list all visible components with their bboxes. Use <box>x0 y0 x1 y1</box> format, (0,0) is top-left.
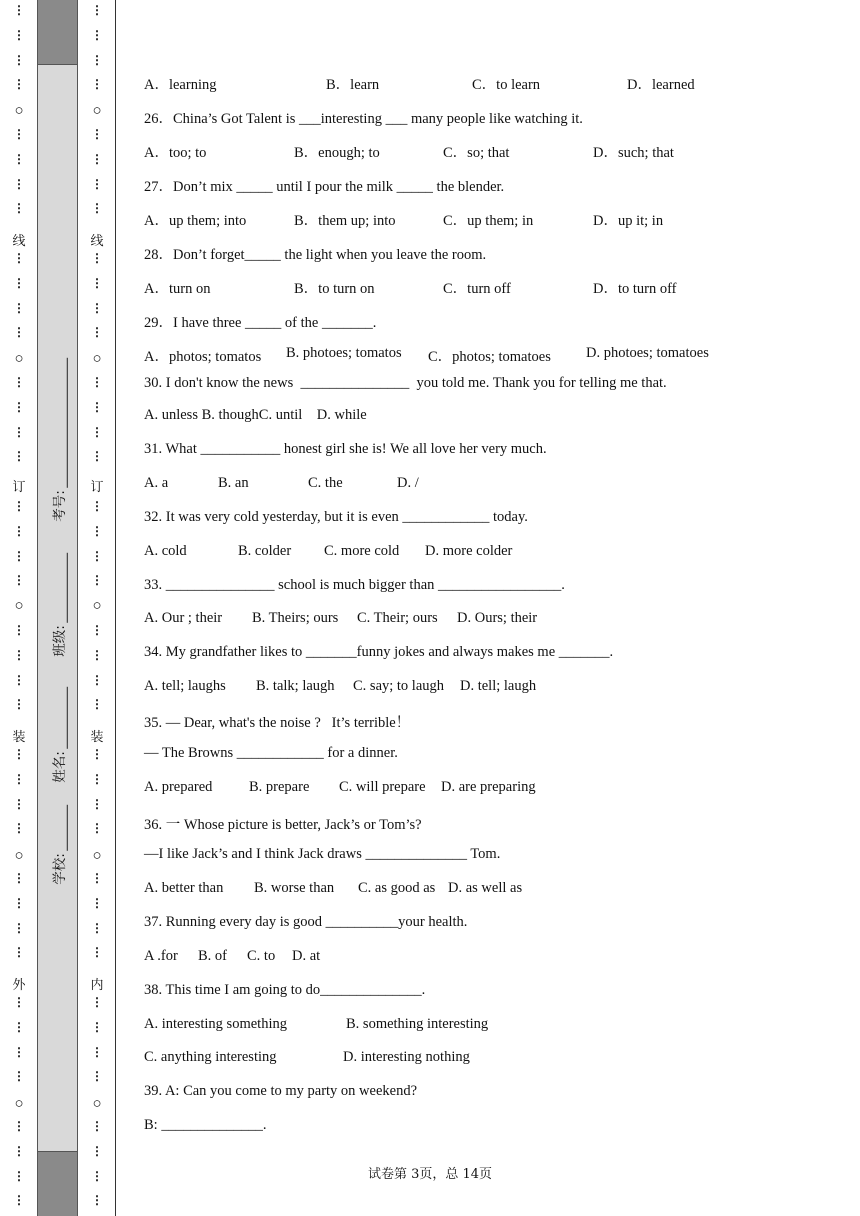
q34-options-option-c[interactable]: C. say; to laugh <box>353 678 445 694</box>
q28-stem: 28．Don’t forget_____ the light when you leave the room. <box>144 247 487 263</box>
inner-dot-mark: ⋮ <box>91 375 103 389</box>
q27-options-option-a[interactable]: A．up them; into <box>144 213 247 229</box>
q32-options-option-a[interactable]: A. cold <box>144 543 187 559</box>
q32-stem: 32. It was very cold yesterday, but it is even ____________ today. <box>144 509 528 525</box>
q25-options-option-c[interactable]: C．to learn <box>472 77 541 93</box>
outer-dot-mark: ⋮ <box>13 27 25 42</box>
inner-dot-mark: ⋮ <box>91 647 103 662</box>
outer-dot-mark: ⋮ <box>13 449 25 464</box>
inner-dot-mark: ⋮ <box>91 251 103 265</box>
inner-dot-mark: ⋮ <box>91 1168 103 1183</box>
outer-dot-mark: ⋮ <box>13 548 25 563</box>
q33-options-option-c[interactable]: C. Their; ours <box>357 610 438 626</box>
q38-stem: 38. This time I am going to do______________. <box>144 982 426 998</box>
name-field[interactable] <box>37 680 78 790</box>
q37-options-option-b[interactable]: B. of <box>198 948 227 964</box>
inner-dot-mark: ⋮ <box>91 1193 103 1208</box>
outer-circle-mark: ○ <box>14 351 24 367</box>
q37-stem: 37. Running every day is good __________your health. <box>144 914 468 930</box>
q31-stem: 31. What ___________ honest girl she is! We all love her very much. <box>144 441 547 457</box>
inner-mark-2: 装 <box>90 730 104 745</box>
inner-dot-mark: ⋮ <box>91 275 103 290</box>
outer-dot-mark: ⋮ <box>13 697 25 712</box>
q38-options-a-option-a[interactable]: A. interesting something <box>144 1016 287 1032</box>
q26-options-option-d[interactable]: D．such; that <box>593 145 674 161</box>
class-blank[interactable] <box>67 553 68 623</box>
school-label: 学校: <box>51 853 68 885</box>
inner-dot-mark: ⋮ <box>91 424 103 439</box>
inner-dot-mark: ⋮ <box>91 821 103 836</box>
outer-dot-mark: ⋮ <box>13 424 25 439</box>
inner-dot-mark: ⋮ <box>91 945 103 960</box>
outer-dot-mark: ⋮ <box>13 52 25 67</box>
inner-dot-mark: ⋮ <box>91 796 103 811</box>
outer-dot-mark: ⋮ <box>13 647 25 662</box>
inner-dot-mark: ⋮ <box>91 771 103 786</box>
name-blank[interactable] <box>67 687 68 749</box>
outer-dot-mark: ⋮ <box>13 1143 25 1158</box>
outer-dot-mark: ⋮ <box>13 3 25 17</box>
inner-dot-mark: ⋮ <box>91 523 103 538</box>
outer-dot-mark: ⋮ <box>13 821 25 836</box>
q33-stem: 33. _______________ school is much bigger than _________________. <box>144 577 565 593</box>
inner-dot-mark: ⋮ <box>91 1044 103 1059</box>
outer-mark-3: 订 <box>12 480 26 495</box>
outer-dot-mark: ⋮ <box>13 573 25 588</box>
inner-circle-mark: ○ <box>92 1096 102 1112</box>
inner-dot-mark: ⋮ <box>91 1143 103 1158</box>
outer-dot-mark: ⋮ <box>13 1044 25 1059</box>
inner-dot-mark: ⋮ <box>91 325 103 340</box>
q36-options-option-c[interactable]: C. as good as <box>358 880 436 896</box>
outer-dot-mark: ⋮ <box>13 151 25 166</box>
inner-dot-mark: ⋮ <box>91 697 103 712</box>
outer-circle-mark: ○ <box>14 1096 24 1112</box>
q34-stem: 34. My grandfather likes to _______funny jokes and always makes me _______. <box>144 644 614 660</box>
outer-circle-mark: ○ <box>14 103 24 119</box>
outer-mark-4: 线 <box>12 234 26 249</box>
inner-circle-mark: ○ <box>92 103 102 119</box>
outer-dot-mark: ⋮ <box>13 251 25 265</box>
inner-dot-mark: ⋮ <box>91 871 103 885</box>
q32-options-option-c[interactable]: C. more cold <box>324 543 400 559</box>
q28-options-option-a[interactable]: A．turn on <box>144 281 211 297</box>
outer-dot-mark: ⋮ <box>13 375 25 389</box>
inner-circle-mark: ○ <box>92 848 102 864</box>
q25-options-option-b[interactable]: B．learn <box>326 77 380 93</box>
exam-number-field[interactable] <box>37 350 78 530</box>
inner-dot-mark: ⋮ <box>91 3 103 17</box>
inner-dot-mark: ⋮ <box>91 176 103 191</box>
q37-options-option-d[interactable]: D. at <box>292 948 321 964</box>
outer-dot-mark: ⋮ <box>13 201 25 216</box>
q31-options-option-c[interactable]: C. the <box>308 475 343 491</box>
inner-dot-mark: ⋮ <box>91 920 103 935</box>
outer-dot-mark: ⋮ <box>13 127 25 141</box>
q31-options-option-a[interactable]: A. a <box>144 475 169 491</box>
q35-options-option-d[interactable]: D. are preparing <box>441 779 536 795</box>
q35-b-stem: — The Browns ____________ for a dinner. <box>144 745 398 761</box>
name-label: 姓名: <box>51 751 68 783</box>
q32-options-option-b[interactable]: B. colder <box>238 543 292 559</box>
class-label: 班级: <box>51 625 68 657</box>
q35-options-option-c[interactable]: C. will prepare <box>339 779 426 795</box>
outer-dot-mark: ⋮ <box>13 920 25 935</box>
outer-dot-mark: ⋮ <box>13 275 25 290</box>
q36-b-stem: —I like Jack’s and I think Jack draws ______________ Tom. <box>144 846 501 862</box>
q30-stem: 30. I don't know the news _______________ you told me. Thank you for telling me that. <box>144 375 667 391</box>
band-top-cap <box>38 0 77 65</box>
q29-stem: 29．I have three _____ of the _______. <box>144 315 377 331</box>
q31-options-option-d[interactable]: D. / <box>397 475 419 491</box>
q27-options-option-c[interactable]: C．up them; in <box>443 213 534 229</box>
school-field[interactable] <box>37 800 78 890</box>
q36-options-option-b[interactable]: B. worse than <box>254 880 335 896</box>
inner-dot-mark: ⋮ <box>91 1119 103 1133</box>
q35-options-option-a[interactable]: A. prepared <box>144 779 213 795</box>
q33-options-option-d[interactable]: D. Ours; their <box>457 610 538 626</box>
q27-stem: 27．Don’t mix _____ until I pour the milk _____ the blender. <box>144 179 505 195</box>
q25-options-option-d[interactable]: D．learned <box>627 77 695 93</box>
outer-dot-mark: ⋮ <box>13 871 25 885</box>
q36-stem: 36. 一 Whose picture is better, Jack’s or Tom’s? <box>144 817 422 833</box>
q26-options-option-c[interactable]: C．so; that <box>443 145 510 161</box>
q36-options-option-a[interactable]: A. better than <box>144 880 224 896</box>
q29-options-option-b[interactable]: B. photoes; tomatos <box>286 345 402 361</box>
inner-dot-mark: ⋮ <box>91 27 103 42</box>
q39-stem: 39. A: Can you come to my party on weekend? <box>144 1083 418 1099</box>
inner-dot-mark: ⋮ <box>91 52 103 67</box>
inner-dot-mark: ⋮ <box>91 623 103 637</box>
q33-options-option-b[interactable]: B. Theirs; ours <box>252 610 339 626</box>
inner-mark-1: 内 <box>90 978 104 993</box>
q37-options-option-a[interactable]: A .for <box>144 948 178 964</box>
inner-dot-mark: ⋮ <box>91 449 103 464</box>
q27-options-option-b[interactable]: B．them up; into <box>294 213 396 229</box>
q28-options-option-b[interactable]: B．to turn on <box>294 281 375 297</box>
inner-dot-mark: ⋮ <box>91 747 103 761</box>
q35-stem: 35. — Dear, what's the noise ? It’s terrible！ <box>144 715 411 731</box>
outer-circle-mark: ○ <box>14 848 24 864</box>
q32-options-option-d[interactable]: D. more colder <box>425 543 513 559</box>
q34-options-option-b[interactable]: B. talk; laugh <box>256 678 335 694</box>
outer-dot-mark: ⋮ <box>13 523 25 538</box>
outer-dot-mark: ⋮ <box>13 796 25 811</box>
inner-dot-mark: ⋮ <box>91 151 103 166</box>
outer-dot-mark: ⋮ <box>13 623 25 637</box>
q36-options-option-d[interactable]: D. as well as <box>448 880 523 896</box>
q38-options-b-option-b[interactable]: D. interesting nothing <box>343 1049 470 1065</box>
q39-b-stem: B: ______________. <box>144 1117 267 1133</box>
q31-options-option-b[interactable]: B. an <box>218 475 249 491</box>
outer-circle-mark: ○ <box>14 598 24 614</box>
outer-dot-mark: ⋮ <box>13 771 25 786</box>
page-footer: 试卷第 3页，总 14页 <box>367 1167 493 1182</box>
outer-dot-mark: ⋮ <box>13 77 25 92</box>
outer-dot-mark: ⋮ <box>13 672 25 687</box>
exam-number-label: 考号: <box>51 490 68 522</box>
inner-dot-mark: ⋮ <box>91 895 103 910</box>
q26-options-option-a[interactable]: A．too; to <box>144 145 207 161</box>
outer-dot-mark: ⋮ <box>13 1168 25 1183</box>
inner-dot-mark: ⋮ <box>91 995 103 1009</box>
outer-mark-2: 装 <box>12 730 26 745</box>
outer-dot-mark: ⋮ <box>13 176 25 191</box>
school-blank[interactable] <box>67 805 68 851</box>
q25-options-option-a[interactable]: A．learning <box>144 77 217 93</box>
q30-options[interactable]: A. unless B. thoughC. until D. while <box>144 407 367 423</box>
inner-dot-mark: ⋮ <box>91 127 103 141</box>
inner-dot-mark: ⋮ <box>91 1069 103 1084</box>
outer-dot-mark: ⋮ <box>13 945 25 960</box>
inner-binding-column <box>78 0 116 1216</box>
outer-dot-mark: ⋮ <box>13 995 25 1009</box>
outer-mark-1: 外 <box>12 978 26 993</box>
q28-options-option-c[interactable]: C．turn off <box>443 281 511 297</box>
outer-dot-mark: ⋮ <box>13 325 25 340</box>
q35-options-option-b[interactable]: B. prepare <box>249 779 310 795</box>
q34-options-option-d[interactable]: D. tell; laugh <box>460 678 537 694</box>
outer-dot-mark: ⋮ <box>13 300 25 315</box>
inner-dot-mark: ⋮ <box>91 300 103 315</box>
outer-dot-mark: ⋮ <box>13 1069 25 1084</box>
q26-stem: 26．China’s Got Talent is ___interesting ___ many people like watching it. <box>144 111 583 127</box>
q38-options-b-option-a[interactable]: C. anything interesting <box>144 1049 277 1065</box>
inner-dot-mark: ⋮ <box>91 573 103 588</box>
inner-dot-mark: ⋮ <box>91 672 103 687</box>
q33-options-option-a[interactable]: A. Our ; their <box>144 610 223 626</box>
inner-dot-mark: ⋮ <box>91 399 103 414</box>
q29-options-option-d[interactable]: D. photoes; tomatoes <box>586 345 709 361</box>
q38-options-a-option-b[interactable]: B. something interesting <box>346 1016 489 1032</box>
inner-dot-mark: ⋮ <box>91 548 103 563</box>
outer-dot-mark: ⋮ <box>13 1019 25 1034</box>
band-bottom-cap <box>38 1151 77 1216</box>
outer-binding-column <box>0 0 38 1216</box>
inner-dot-mark: ⋮ <box>91 77 103 92</box>
inner-dot-mark: ⋮ <box>91 499 103 513</box>
outer-dot-mark: ⋮ <box>13 399 25 414</box>
q26-options-option-b[interactable]: B．enough; to <box>294 145 380 161</box>
q37-options-option-c[interactable]: C. to <box>247 948 276 964</box>
inner-circle-mark: ○ <box>92 351 102 367</box>
outer-dot-mark: ⋮ <box>13 1119 25 1133</box>
inner-dot-mark: ⋮ <box>91 1019 103 1034</box>
q29-options-option-c[interactable]: C．photos; tomatoes <box>428 349 551 365</box>
inner-mark-4: 线 <box>90 234 104 249</box>
outer-dot-mark: ⋮ <box>13 499 25 513</box>
q34-options-option-a[interactable]: A. tell; laughs <box>144 678 226 694</box>
q27-options-option-d[interactable]: D．up it; in <box>593 213 664 229</box>
class-field[interactable] <box>37 545 78 665</box>
q29-options-option-a[interactable]: A．photos; tomatos <box>144 349 262 365</box>
outer-dot-mark: ⋮ <box>13 895 25 910</box>
q28-options-option-d[interactable]: D．to turn off <box>593 281 677 297</box>
outer-dot-mark: ⋮ <box>13 747 25 761</box>
exam-number-blank[interactable] <box>67 358 68 488</box>
inner-mark-3: 订 <box>90 480 104 495</box>
outer-dot-mark: ⋮ <box>13 1193 25 1208</box>
inner-circle-mark: ○ <box>92 598 102 614</box>
inner-dot-mark: ⋮ <box>91 201 103 216</box>
